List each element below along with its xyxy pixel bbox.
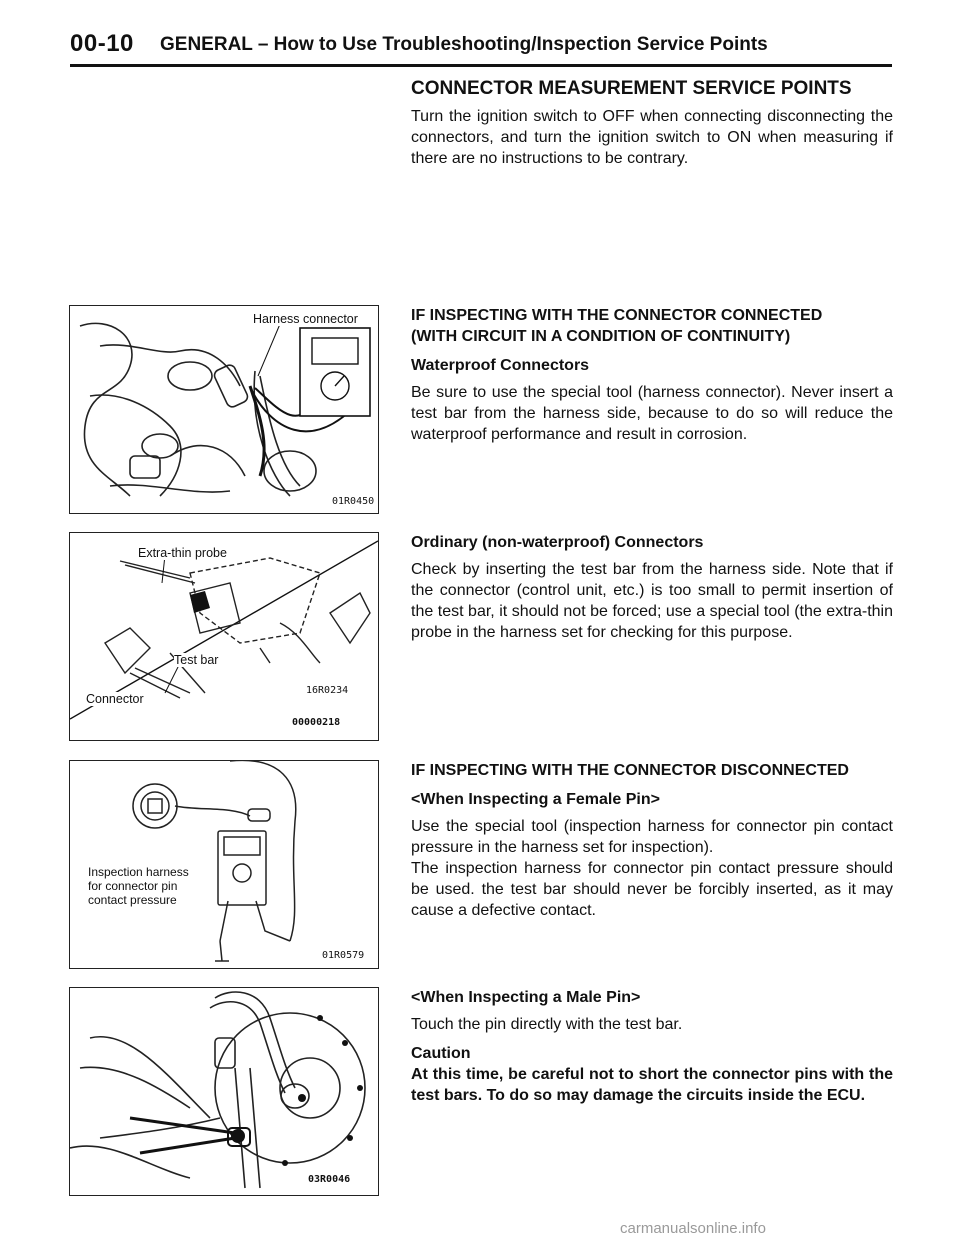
section-connector-disconnected [411, 760, 893, 929]
section-body: Be sure to use the special tool (harness connector). Never insert a test bar from the harness side, because to do so will reduce the waterproof performance and result in corrosion. [411, 384, 893, 443]
page-number: 00-10 [70, 30, 134, 57]
label-line2: for connector pin [88, 879, 178, 893]
watermark: carmanualsonline.info [620, 1220, 766, 1237]
figure-harness-connector-illustration [70, 306, 378, 513]
caution-text: At this time, be careful not to short the connector pins with the test bars. To do so may damage the circuits inside the ECU. [411, 1066, 893, 1104]
section-heading-line1: IF INSPECTING WITH THE CONNECTOR CONNECTED [411, 307, 823, 324]
figure-extra-thin-probe-illustration [70, 533, 378, 740]
label-test-bar: Test bar [174, 653, 219, 667]
section-body-2: The inspection harness for connector pin contact pressure should be used. the test bar should never be forcibly inserted, as it may cause a defective contact. [411, 860, 893, 919]
header-title: GENERAL – How to Use Troubleshooting/Inspection Service Points [160, 34, 768, 55]
figure-code: 03R0046 [308, 1174, 351, 1185]
section-heading: CONNECTOR MEASUREMENT SERVICE POINTS [411, 78, 852, 99]
label-line1: Inspection harness [88, 865, 189, 879]
section-heading-line2: (WITH CIRCUIT IN A CONDITION OF CONTINUITY) [411, 328, 791, 345]
figure-code-1: 16R0234 [306, 685, 349, 696]
subheading-male-pin: <When Inspecting a Male Pin> [411, 989, 641, 1006]
label-line3: contact pressure [88, 893, 177, 907]
label-connector: Connector [86, 692, 144, 706]
section-body: Check by inserting the test bar from the harness side. Note that if the connector (control unit, etc.) is too small to permit insertion of the test bar, it should not be forced; use a special tool (the extra-thin probe in the harness set for checking for this purpose. [411, 561, 893, 641]
subheading-ordinary: Ordinary (non-waterproof) Connectors [411, 534, 704, 551]
section-body-1: Use the special tool (inspection harness for connector pin contact pressure in the harness set for inspection). [411, 818, 893, 856]
label-extra-thin-probe: Extra-thin probe [138, 546, 227, 560]
figure-code-2: 00000218 [292, 717, 341, 728]
section-heading: IF INSPECTING WITH THE CONNECTOR DISCONNECTED [411, 762, 849, 779]
section-male-pin [411, 987, 893, 1114]
caution-label: Caution [411, 1045, 471, 1062]
figure-code: 01R0579 [322, 950, 365, 961]
section-body: Touch the pin directly with the test bar. [411, 1016, 683, 1033]
section-connector-measurement [411, 78, 893, 177]
figure-inspection-harness [69, 760, 379, 969]
figure-extra-thin-probe [69, 532, 379, 741]
section-body: Turn the ignition switch to OFF when connecting disconnecting the connectors, and turn the ignition switch to ON when measuring if there are no instructions to be contrary. [411, 108, 893, 167]
page-header [70, 30, 892, 67]
figure-male-pin-illustration [70, 988, 378, 1195]
figure-code: 01R0450 [332, 496, 375, 507]
figure-male-pin [69, 987, 379, 1196]
section-ordinary-connectors [411, 532, 893, 651]
subheading-female-pin: <When Inspecting a Female Pin> [411, 791, 660, 808]
subheading-waterproof: Waterproof Connectors [411, 357, 590, 374]
label-harness-connector: Harness connector [253, 312, 358, 326]
section-connector-connected [411, 305, 893, 453]
figure-harness-connector [69, 305, 379, 514]
